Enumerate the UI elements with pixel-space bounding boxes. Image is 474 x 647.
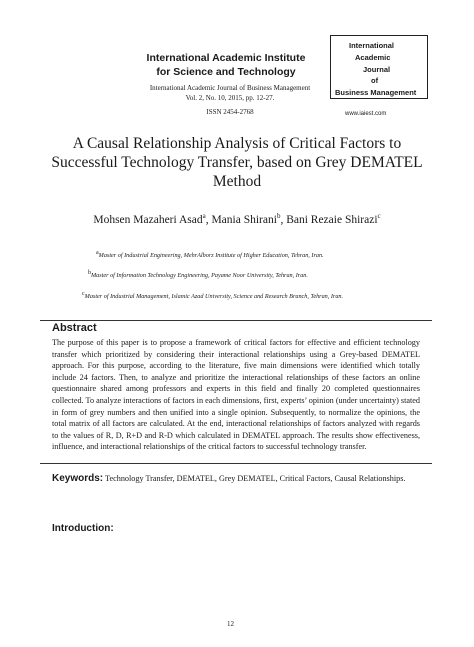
affiliation-sup: b (88, 270, 91, 276)
affiliation-text: Master of Information Technology Engineering, Payame Noor University, Tehran, Iran. (91, 272, 308, 280)
issn: ISSN 2454-2768 (206, 108, 254, 116)
journal-box-line: Business Management (335, 88, 417, 98)
affiliation-text: Master of Industrial Management, Islamic Azad University, Science and Research Branch, Tehran, Iran. (84, 293, 344, 301)
institute-name-line1: International Academic Institute (146, 52, 306, 64)
journal-box-line: International (349, 41, 395, 50)
keywords-label: Keywords: (52, 473, 104, 484)
affiliation-sup: a (96, 250, 99, 256)
paper-title-line: Method (212, 173, 262, 190)
journal-citation (140, 84, 320, 103)
keywords-text: Technology Transfer, DEMATEL, Grey DEMATEL, Critical Factors, Causal Relationships. (105, 474, 406, 483)
author-sup: b (276, 212, 281, 220)
keywords (52, 473, 420, 485)
author-name: Bani Rezaie Shirazi (286, 213, 378, 226)
journal-website: www.iaiest.com (345, 111, 387, 117)
institute-name-line2: for Science and Technology (156, 66, 296, 78)
institute-name (146, 51, 306, 79)
journal-title-box (330, 35, 428, 99)
abstract-top-rule (40, 320, 432, 321)
affiliation-text: Master of Industrial Engineering, MehrAlborz Institute of Higher Education, Tehran, Iran. (98, 252, 324, 260)
affiliation-sup: c (82, 291, 85, 297)
author-name: Mania Shirani (211, 213, 277, 226)
introduction-heading: Introduction: (52, 523, 114, 534)
paper-title-line: Successful Technology Transfer, based on Grey DEMATEL (51, 154, 423, 171)
affiliation (88, 270, 308, 279)
affiliation (96, 250, 324, 259)
page-number: 12 (227, 620, 234, 628)
journal-box-line: of (371, 76, 379, 86)
journal-citation-line2: Vol. 2, No. 10, 2015, pp. 12-27. (185, 93, 275, 102)
journal-citation-line1: International Academic Journal of Business Management (149, 84, 311, 92)
author-sup: c (377, 212, 381, 220)
abstract-bottom-rule (40, 463, 432, 464)
affiliation (82, 291, 343, 300)
abstract-heading: Abstract (52, 322, 97, 334)
abstract-body: The purpose of this paper is to propose a framework of critical factors for effective and efficient technology transfer which prioritized by considering their interactional relationships using a Grey-based DEMATEL approach. For this purpose, according to the literature, five main dimensions were identified which totally include 24 factors. Then, to analyze and prioritize the interactional relationships of these factors an online questionnaire shared among professors and experts in this field and finally 20 completed questionnaires collected. To analyze interactions of factors in each dimensions, first, experts’ opinion (under uncertainty) stated in form of grey numbers and then unified into a single opinion. Subsequently, to normalize the opinions, the total matrix of all factors are calculated. At the end, interactional relationships of factors analyzed with regards to the values of R, D, R+D and R-D which calculated in DEMATEL approach. The results show effectiveness, influence, and interactional relationships of the critical factors to successful technology transfer. (52, 338, 420, 452)
journal-box-line: Journal (363, 64, 391, 74)
journal-box-line: Academic (355, 52, 391, 62)
author-sup: a (202, 212, 206, 220)
author-name: Mohsen Mazaheri Asad (93, 213, 203, 226)
paper-title (40, 134, 434, 191)
paper-title-line: A Causal Relationship Analysis of Critical Factors to (72, 135, 402, 152)
author-list: Mohsen Mazaheri Asad$^a$, Mania Shirani$^b$, Bani Rezaie Shirazi$^c$ (93, 212, 381, 226)
